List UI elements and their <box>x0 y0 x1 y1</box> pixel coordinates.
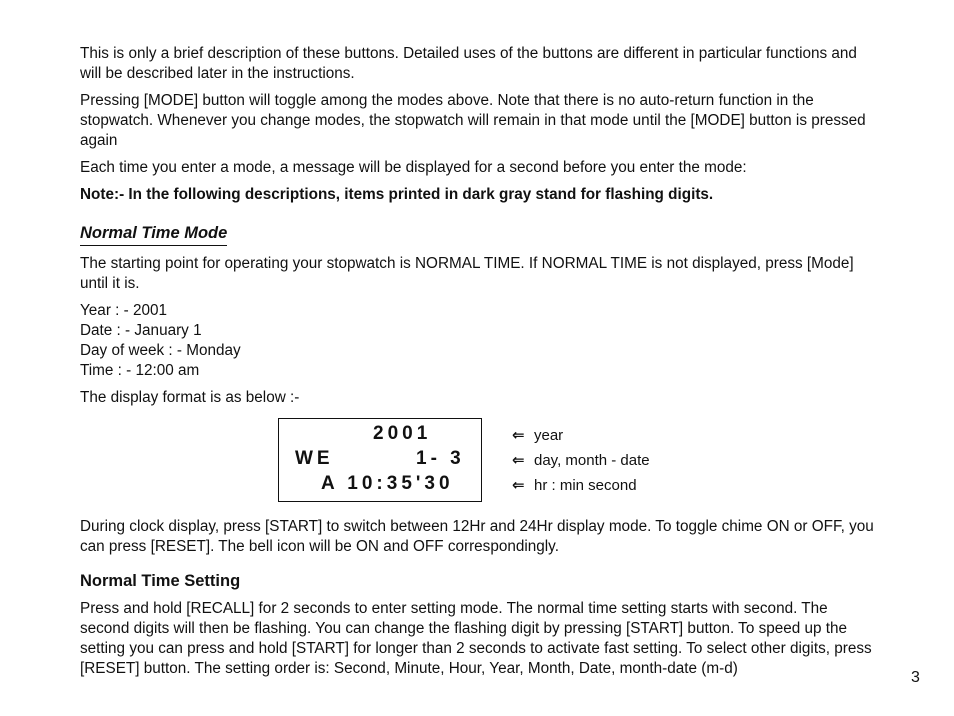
manual-page <box>80 44 876 686</box>
default-year: Year : - 2001 <box>80 302 168 319</box>
legend-time <box>512 476 637 496</box>
legend-year <box>512 426 563 446</box>
intro-paragraph: This is only a brief description of these buttons. Detailed uses of the buttons are different in particular functions and will be described later in the instructions. <box>80 45 857 82</box>
left-arrow-icon: ⇐ <box>512 452 525 469</box>
normal-time-mode-heading: Normal Time Mode <box>80 223 227 246</box>
lcd-month-date: 1- 3 <box>416 448 465 469</box>
lcd-day-label: WE <box>295 448 334 469</box>
flashing-digits-note: Note:- In the following descriptions, items printed in dark gray stand for flashing digits. <box>80 186 714 203</box>
lcd-display <box>278 418 482 502</box>
lcd-year-row: 2001 <box>373 423 432 444</box>
normal-time-setting-paragraph: Press and hold [RECALL] for 2 seconds to enter setting mode. The normal time setting starts with second. The second digits will then be flashing. You can change the flashing digit by pressing [START] button. To speed up the setting you can press and hold [START] for longer than 2 seconds to activate fast setting. To select other digits, press [RESET] button. The setting order is: Second, Minute, Hour, Year, Month, Date, month-date (m-d) <box>80 600 872 677</box>
legend-day-month-date <box>512 451 650 471</box>
left-arrow-icon: ⇐ <box>512 477 525 494</box>
lcd-time-row: A 10:35'30 <box>321 473 454 494</box>
mode-toggle-paragraph: Pressing [MODE] button will toggle among the modes above. Note that there is no auto-return function in the stopwatch. Whenever you change modes, the stopwatch will remain in that mode until the [MODE] button is pressed again <box>80 92 866 149</box>
default-time: Time : - 12:00 am <box>80 362 200 379</box>
normal-time-setting-heading: Normal Time Setting <box>80 572 241 590</box>
legend-label: year <box>534 427 564 444</box>
display-format-figure <box>80 415 876 509</box>
clock-display-paragraph: During clock display, press [START] to switch between 12Hr and 24Hr display mode. To toggle chime ON or OFF, you can press [RESET]. The bell icon will be ON and OFF correspondingly. <box>80 518 874 555</box>
legend-label: hr : min second <box>534 477 637 494</box>
left-arrow-icon: ⇐ <box>512 427 525 444</box>
normal-time-mode-description: The starting point for operating your stopwatch is NORMAL TIME. If NORMAL TIME is not displayed, press [Mode] until it is. <box>80 255 854 292</box>
display-format-intro: The display format is as below :- <box>80 389 300 406</box>
legend-label: day, month - date <box>534 452 650 469</box>
default-values-list <box>80 301 876 381</box>
mode-message-paragraph: Each time you enter a mode, a message will be displayed for a second before you enter the mode: <box>80 159 747 176</box>
default-date: Date : - January 1 <box>80 322 202 339</box>
page-number: 3 <box>911 669 920 686</box>
default-day-of-week: Day of week : - Monday <box>80 342 241 359</box>
